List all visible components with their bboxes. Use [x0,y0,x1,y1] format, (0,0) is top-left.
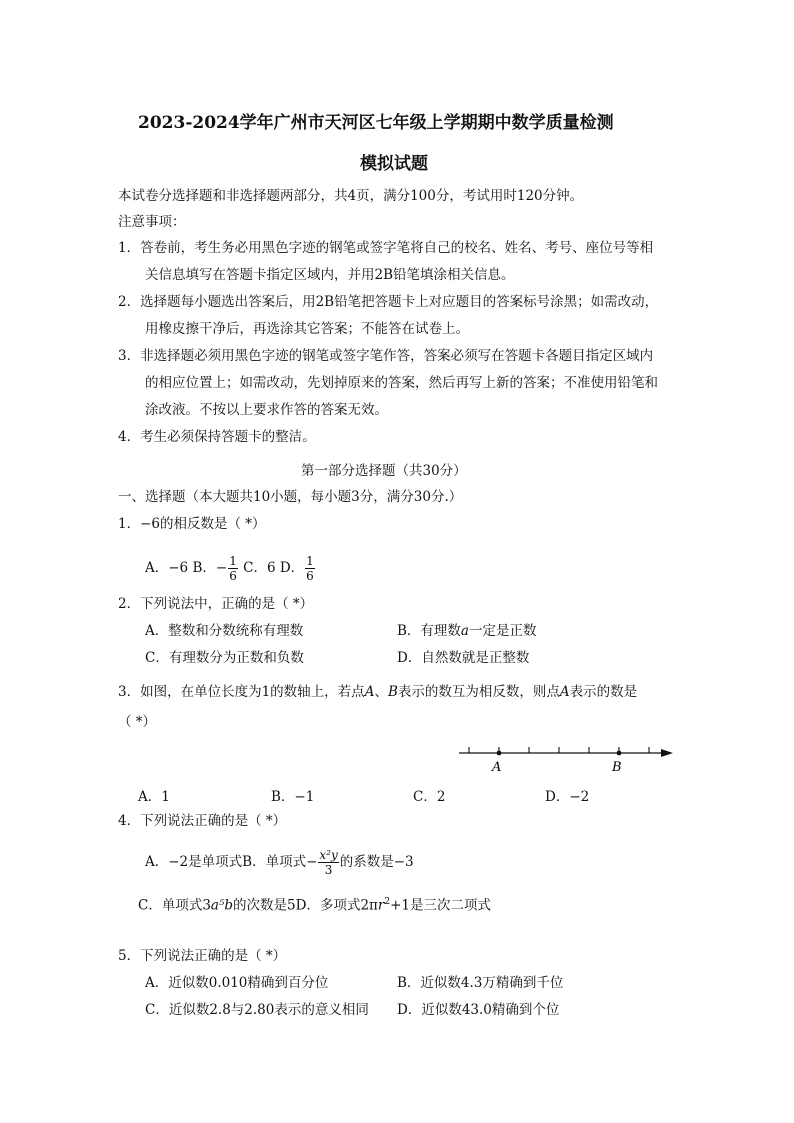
q4-b-denominator: 3 [324,863,333,877]
q1-d-numerator: 1 [306,554,314,568]
q4-option-d-suffix: +1是三次二项式 [390,897,492,914]
q2-b-suffix: 一定是正数 [468,623,537,639]
title-line-1: 2023-2024学年广州市天河区七年级上学期期中数学质量检测 [138,113,614,133]
q4-b-numerator: x²y [319,848,338,862]
number-line-arrow-icon [661,749,673,757]
q5-option-d: D．近似数43.0精确到个位 [397,1002,560,1018]
note-2-line-2: 用橡皮擦干净后，再选涂其它答案；不能答在试卷上。 [145,321,469,337]
q3-point-b-ref: B [387,684,398,700]
q2-option-c: C．有理数分为正数和负数 [145,650,304,666]
q3-option-c: C．2 [413,789,446,805]
point-a-dot [497,751,502,756]
part-1-heading: 第一部分选择题（共30分） [301,463,467,479]
q3-option-b: B．−1 [271,789,315,805]
q4-option-c-expr: a⁵b [210,897,234,914]
q3-stem-suffix: 表示的数是 [569,684,638,700]
number-line-ticks [469,747,649,753]
q4-option-d-expr: r [377,897,385,914]
q3-point-a-ref: A [364,684,375,700]
note-1-line-1: 1．答卷前，考生务必用黑色字迹的钢笔或签字笔将自己的校名、姓名、考号、座位号等相 [118,240,654,256]
q2-option-a: A．整数和分数统称有理数 [145,623,304,639]
q4-option-b-fraction [318,848,338,877]
q1-option-d: D． [279,560,305,576]
q1-d-denominator: 6 [306,569,314,583]
note-4: 4．考生必须保持答题卡的整洁。 [118,429,316,445]
q4-option-c-prefix: C．单项式3 [138,897,211,914]
q5-option-a: A．近似数0.010精确到百分位 [145,975,329,991]
q4-options-cd [138,892,491,916]
note-3-line-1: 3．非选择题必须用黑色字迹的钢笔或签字笔作答，答案必须写在答题卡各题目指定区域内 [118,348,654,364]
note-3-line-2: 的相应位置上；如需改动，先划掉原来的答案，然后再写上新的答案；不准使用铅笔和 [145,375,658,391]
q4-option-c-suffix: 的次数是5 [233,897,296,914]
q3-option-a: A．1 [138,789,170,805]
q4-option-b-suffix: 的系数是−3 [339,854,414,870]
q4-options-ab [145,848,414,877]
q4-option-d-exponent: 2 [384,897,391,907]
q4-option-a: A．−2是单项式 [145,854,243,870]
q2-option-d: D．自然数就是正整数 [397,650,530,666]
point-b-label: B [612,760,622,775]
q1-b-numerator: 1 [229,554,237,568]
q1-option-b-fraction [228,554,238,583]
q3-stem-prefix: 3．如图，在单位长度为1的数轴上，若点 [118,684,365,700]
note-2-line-1: 2．选择题每小题选出答案后，用2B铅笔把答题卡上对应题目的答案标号涂黑；如需改动， [118,294,659,310]
notes-heading: 注意事项： [118,214,186,230]
number-line [455,740,675,776]
q1-stem: 1．−6的相反数是（ *） [118,516,266,532]
q1-b-denominator: 6 [229,569,237,583]
point-a-label: A [492,760,502,775]
q1-option-b: B．− [192,560,228,576]
q4-option-d-prefix: D．多项式2π [295,897,378,914]
q4-stem: 4．下列说法正确的是（ *） [118,813,287,829]
q3-stem-middle: 表示的数互为相反数，则点 [397,684,560,700]
q2-b-variable: a [460,623,469,639]
q3-stem [118,682,637,702]
q1-options [145,554,316,583]
q4-option-b-prefix: B．单项式− [242,854,318,870]
q3-option-d: D．−2 [545,789,590,805]
q2-b-prefix: B．有理数 [397,623,461,639]
q5-option-b: B．近似数4.3万精确到千位 [397,975,564,991]
section-1-heading: 一、选择题（本大题共10小题，每小题3分，满分30分.） [118,489,463,505]
q2-stem: 2．下列说法中，正确的是（ *） [118,596,314,612]
intro-text: 本试卷分选择题和非选择题两部分，共4页，满分100分，考试用时120分钟。 [118,188,584,204]
title-line-2: 模拟试题 [360,154,428,174]
q2-option-b [397,621,536,641]
q5-option-c: C．近似数2.8与2.80表示的意义相同 [145,1002,369,1018]
note-1-line-2: 关信息填写在答题卡指定区域内，并用2B铅笔填涂相关信息。 [145,267,515,283]
q1-option-a: A．−6 [145,560,189,576]
q5-stem: 5．下列说法正确的是（ *） [118,948,287,964]
q1-option-c: C．6 [243,560,276,576]
note-3-line-3: 涂改液。不按以上要求作答的答案无效。 [145,402,388,418]
q3-separator: 、 [374,684,388,700]
point-b-dot [617,751,622,756]
q1-option-d-fraction [305,554,315,583]
q3-point-a-ref-2: A [559,684,570,700]
q3-paren: （ *） [118,714,157,730]
